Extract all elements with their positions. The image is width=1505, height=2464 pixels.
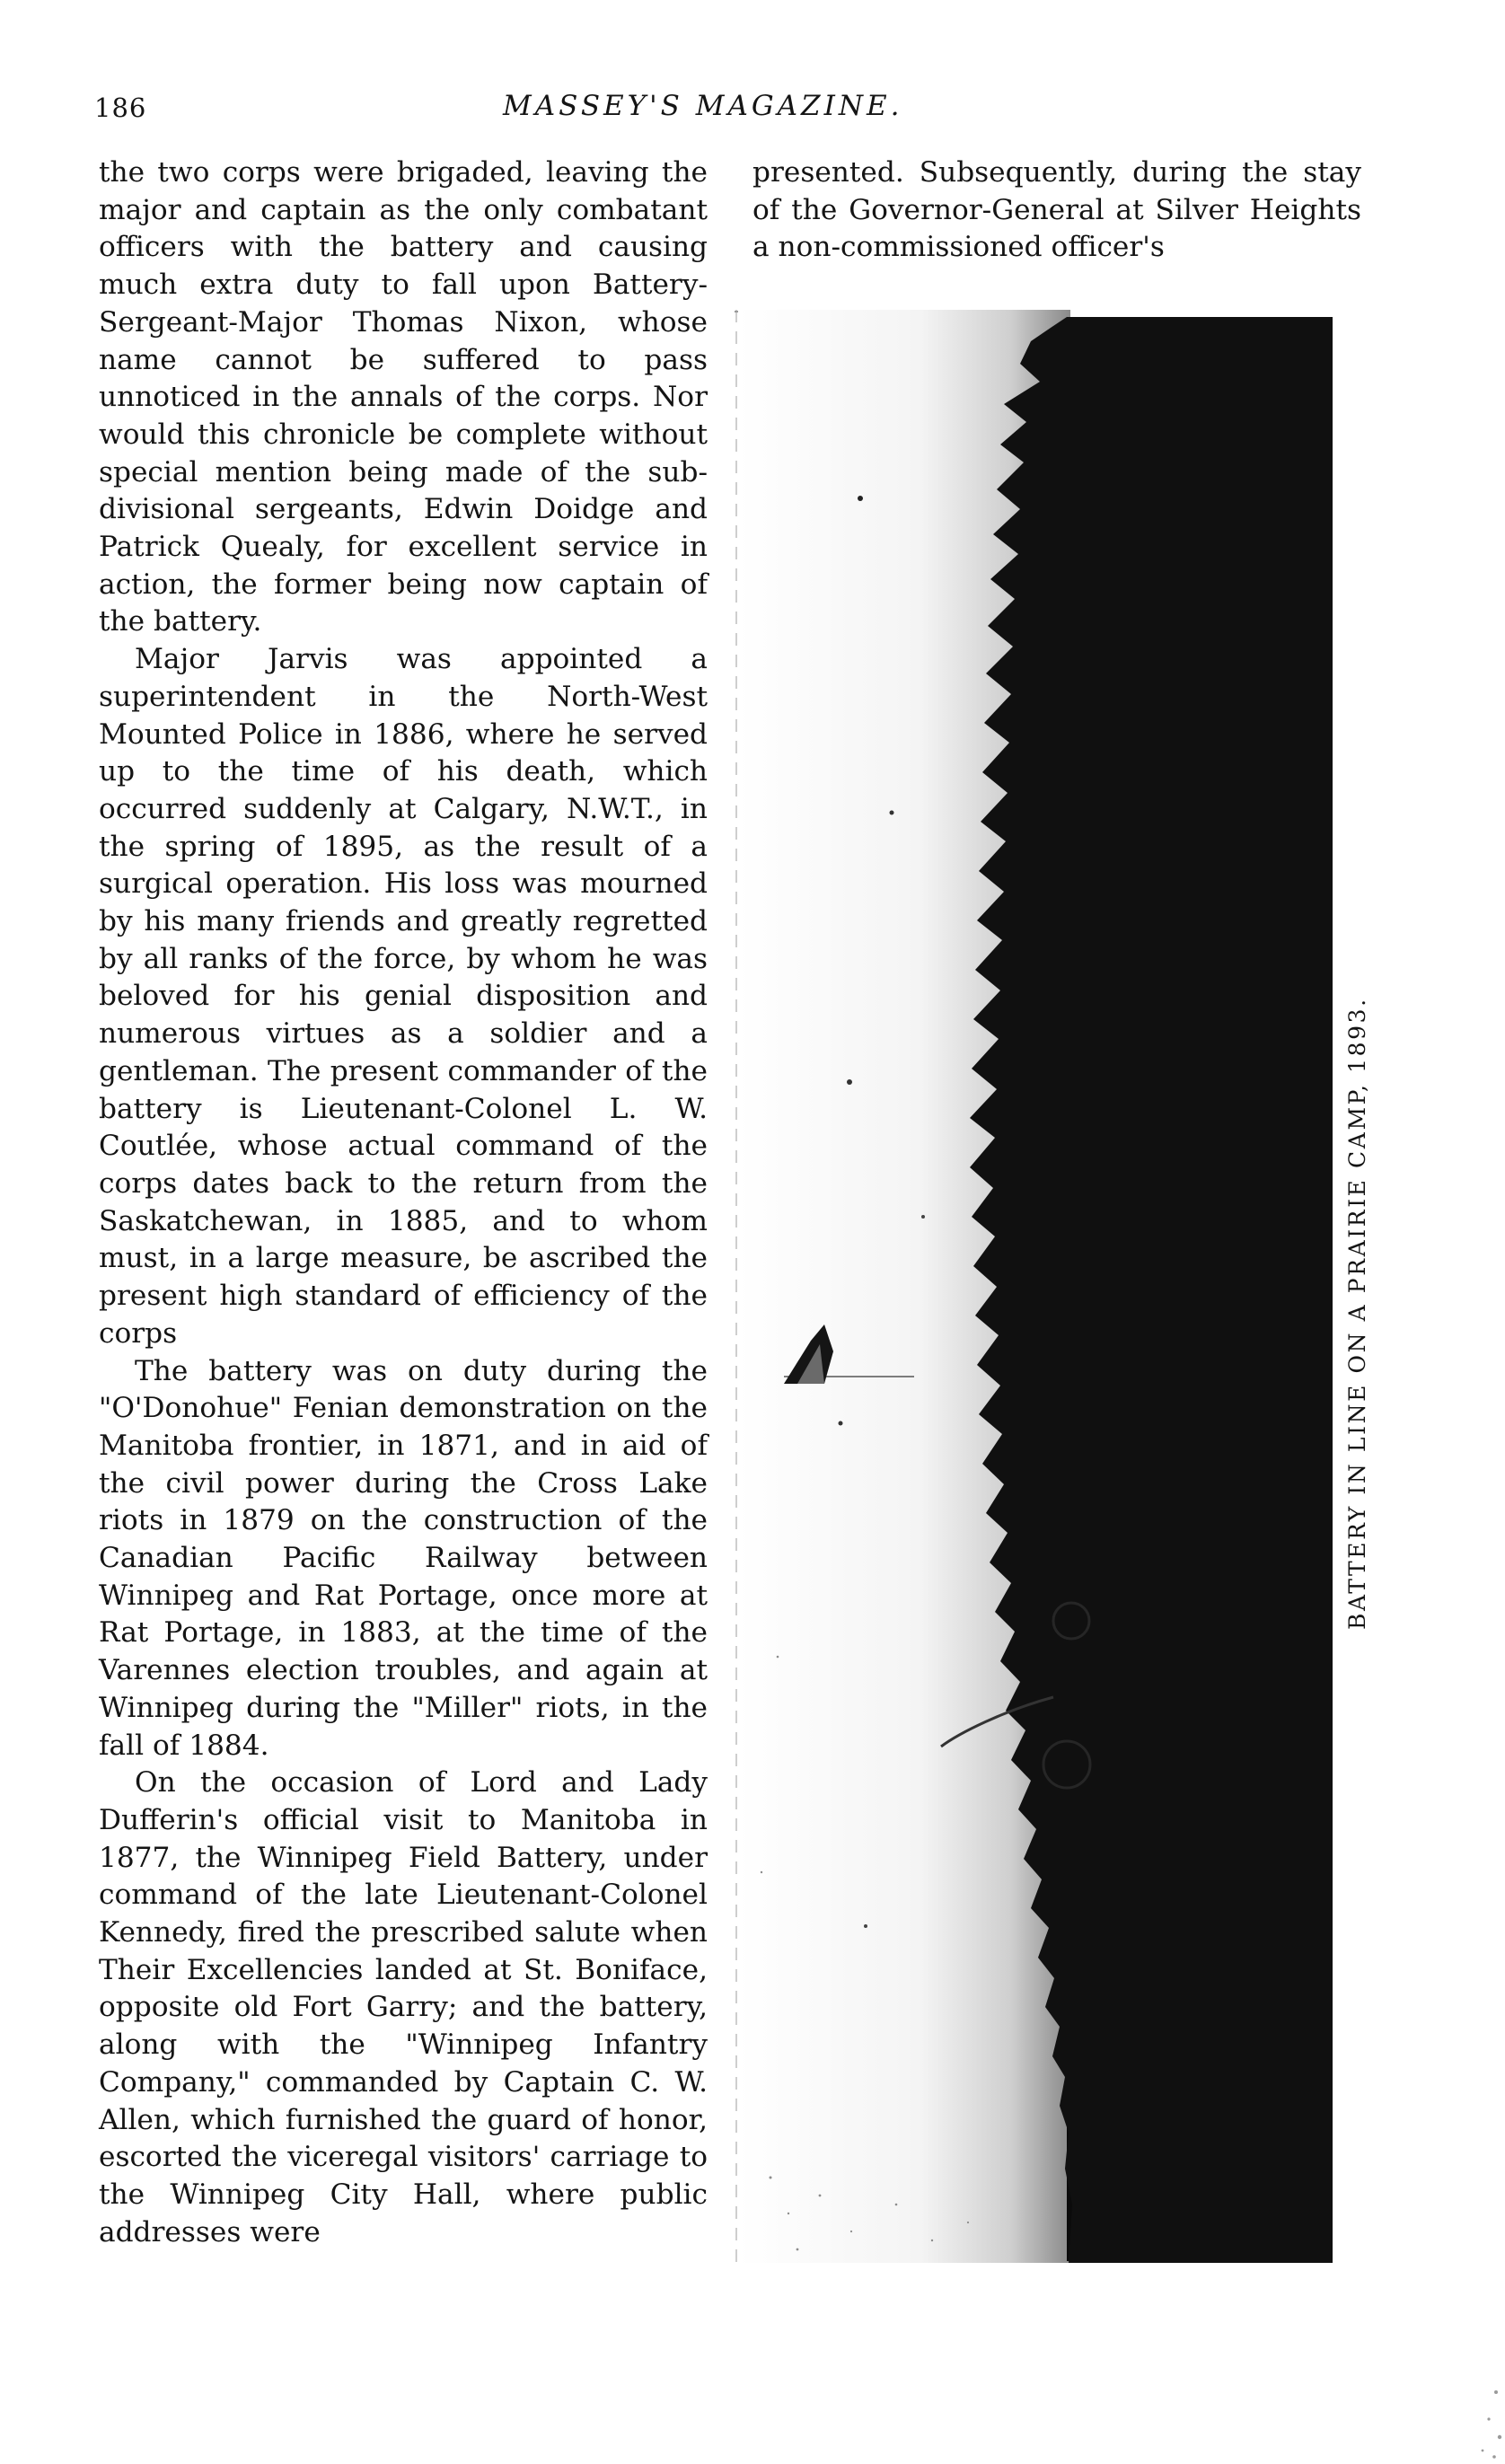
photo-caption xyxy=(1344,997,1389,1675)
left-text-column xyxy=(99,154,708,2251)
paragraph-major-jarvis: Major Jarvis was appointed a superintendent in the North-West Mounted Police in 1886, where he served up to the time of his death, which occurred suddenly at Calgary, N.W.T., in the spring of 1895, as the result of a surgical operation. His loss was mourned by his many friends and greatly regretted by all ranks of the force, by whom he was beloved for his genial disposition and numerous virtues as a soldier and a gentleman. The present commander of the battery is Lieutenant-Colonel L. W. Coutlée, whose actual command of the corps dates back to the return from the Saskatchewan, in 1885, and to whom must, in a large measure, be ascribed the present high standard of efficiency of the corps xyxy=(99,643,708,1350)
paragraph-dufferin-visit: On the occasion of Lord and Lady Dufferin's official visit to Manitoba in 1877, the Winnipeg Field Battery, under command of the late Lieutenant-Colonel Kennedy, fired the prescribed salute when Their Excellencies landed at St. Boniface, opposite old Fort Garry; and the battery, along with the "Winnipeg Infantry Company," commanded by Captain C. W. Allen, which furnished the guard of honor, escorted the viceregal visitors' carriage to the Winnipeg City Hall, where public addresses were xyxy=(99,1766,708,2248)
right-text-column xyxy=(752,154,1361,267)
photo-caption-text: BATTERY IN LINE ON A PRAIRIE CAMP, 1893. xyxy=(1344,997,1370,1630)
page-edge-stain xyxy=(1433,2365,1505,2464)
running-title: MASSEY'S MAGAZINE. xyxy=(503,90,903,122)
page-number: 186 xyxy=(94,92,147,123)
battery-photo xyxy=(735,310,1333,2263)
paragraph-battery-duty: The battery was on duty during the "O'Donohue" Fenian demonstration on the Manitoba frontier, in 1871, and in aid of the civil power during the Cross Lake riots in 1879 on the construction of the Canadian Pacific Railway between Winnipeg and Rat Portage, once more at Rat Portage, in 1883, at the time of the Varennes election troubles, and again at Winnipeg during the "Miller" riots, in the fall of 1884. xyxy=(99,1354,708,1762)
paragraph-brigaded: the two corps were brigaded, leaving the major and captain as the only combatant officers with the battery and causing much extra duty to fall upon Battery-Sergeant-Major Thomas Nixon, whose name cannot be suffered to pass unnoticed in the annals of the corps. Nor would this chronicle be complete without special mention being made of the sub-divisional sergeants, Edwin Doidge and Patrick Quealy, for excellent service in action, the former being now captain of the battery. xyxy=(99,156,708,638)
paragraph-presented: presented. Subsequently, during the stay of the Governor-General at Silver Heights a non-commissioned officer's xyxy=(752,156,1361,264)
